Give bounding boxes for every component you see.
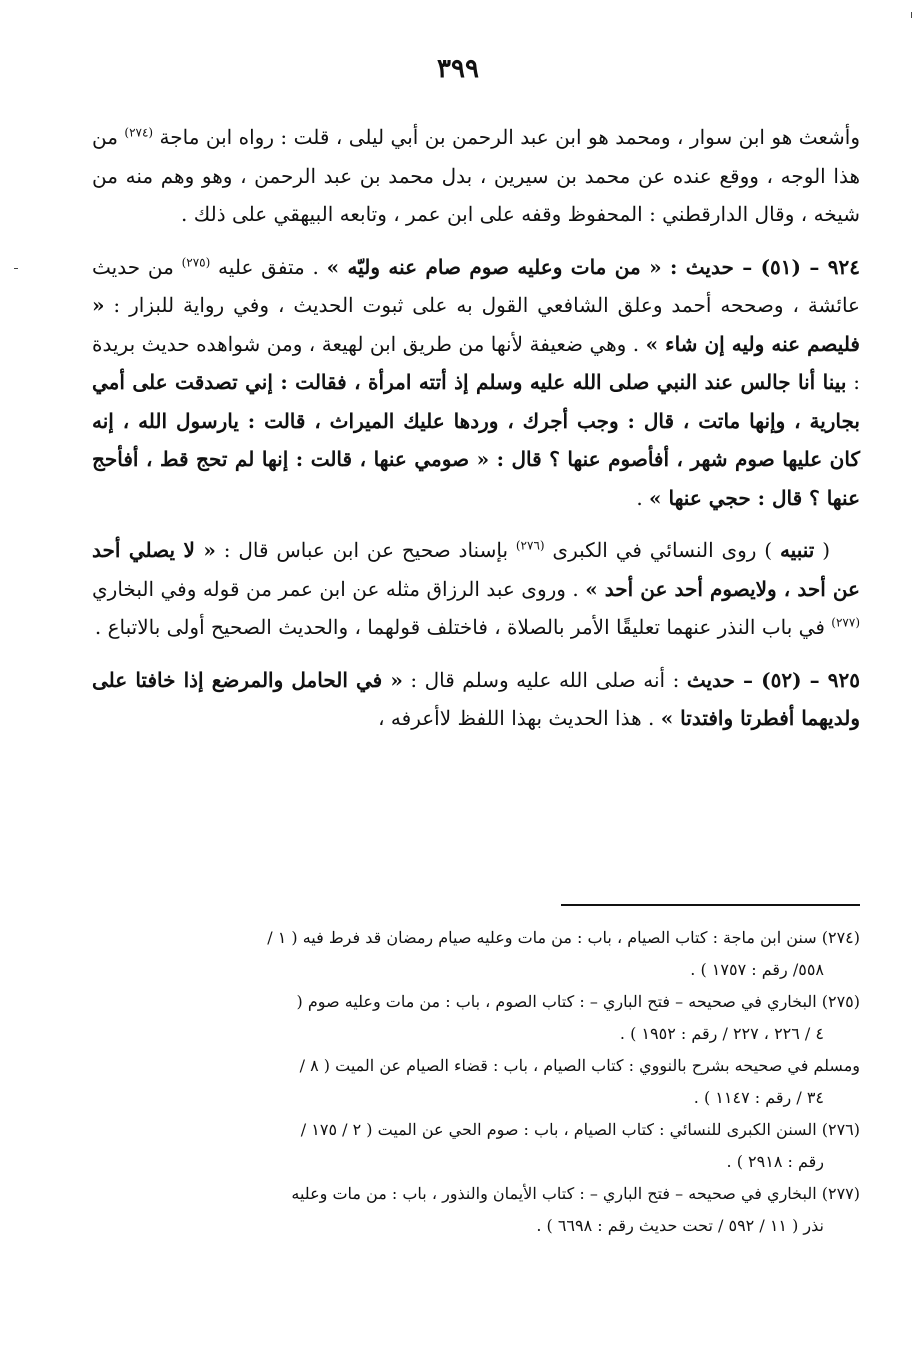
hadith-heading: ٩٢٥ – (٥٢) – حديث — [686, 667, 861, 692]
footnote-275-cont: ٤ / ٢٢٦ ، ٢٢٧ / رقم : ١٩٥٢ ) . — [619, 1024, 824, 1043]
paragraph-note — [92, 531, 860, 647]
main-text — [92, 118, 860, 738]
footnote-277-cont: نذر ( ١١ / ٥٩٢ / تحت حديث رقم : ٦٦٩٨ ) . — [536, 1216, 824, 1235]
text-run: وأشعث هو ابن سوار ، ومحمد هو ابن عبد الرحمن بن أبي ليلى ، قلت : رواه ابن ماجة — [153, 125, 860, 149]
text-run: من حديث عائشة ، وصححه أحمد وعلق الشافعي القول به على ثبوت الحديث ، وفي رواية للبزار : — [92, 254, 860, 317]
paragraph-1 — [92, 118, 860, 234]
note-label: تنبيه — [779, 538, 815, 562]
page-number: ٣٩٩ — [437, 54, 479, 84]
footnotes — [92, 922, 860, 1242]
text-run: بإسناد صحيح عن ابن عباس قال : — [215, 538, 516, 562]
footnote-274: (٢٧٤) سنن ابن ماجة : كتاب الصيام ، باب : من مات وعليه صيام رمضان قد فرط فيه ( ١ / — [267, 928, 860, 947]
footnote-separator — [561, 904, 860, 906]
footnote-ref: (٢٧٦) — [515, 538, 545, 553]
footnote-ref: (٢٧٤) — [124, 125, 154, 140]
text-run: من هذا الوجه ، ووقع عنده عن محمد بن سيرين ، بدل محمد بن عبد الرحمن ، وهو وهم منه من شيخه ، وقال الدارقطني : المحفوظ وقفه على ابن عمر ، وتابعه البيهقي على ذلك . — [92, 125, 860, 226]
footnote-275-muslim-cont: ٣٤ / رقم : ١١٤٧ ) . — [693, 1088, 824, 1107]
text-run: . وهي ضعيفة لأنها من طريق ابن لهيعة ، ومن شواهده حديث بريدة : — [92, 331, 861, 394]
bold-quote: « فليصم عنه وليه إن شاء » — [92, 293, 860, 356]
footnote-ref: (٢٧٥) — [181, 254, 211, 269]
footnote-276: (٢٧٦) السنن الكبرى للنسائي : كتاب الصيام ، باب : صوم الحي عن الميت ( ٢ / ١٧٥ / — [300, 1120, 860, 1139]
text-run: . هذا الحديث بهذا اللفظ لاأعرفه ، — [378, 706, 661, 730]
text-run: : أنه صلى الله عليه وسلم قال : — [402, 667, 687, 692]
footnote-275: (٢٧٥) البخاري في صحيحه – فتح الباري – : كتاب الصوم ، باب : من مات وعليه صوم ( — [296, 992, 860, 1011]
footnote-276-cont: رقم : ٢٩١٨ ) . — [726, 1152, 824, 1171]
hadith-heading: ٩٢٤ – (٥١) – حديث : « من مات وعليه صوم صام عنه وليّه » — [326, 254, 860, 279]
paragraph-hadith-925 — [92, 661, 860, 738]
scan-mark — [911, 12, 912, 18]
footnote-277: (٢٧٧) البخاري في صحيحه – فتح الباري – : كتاب الأيمان والنذور ، باب : من مات وعليه — [291, 1184, 860, 1203]
text-run: ) روى النسائي في الكبرى — [544, 538, 780, 562]
paragraph-hadith-924 — [92, 248, 860, 518]
text-run: ( — [814, 538, 830, 562]
text-run: . وروى عبد الرزاق مثله عن ابن عمر من قوله وفي البخاري — [92, 576, 586, 601]
bold-quote: بينا أنا جالس عند النبي صلى الله عليه وسلم إذ أتته امرأة ، فقالت : إني تصدقت على أمي بجارية ، وإنها ماتت ، قال : وجب أجرك ، وردها عليك الميراث ، قالت : يارسول الله ، إنه كان عليها صوم شهر ، أفأصوم عنها ؟ قال : « صومي عنها ، قالت : إنها لم تحج قط ، أفأحج عنها ؟ قال : حجي عنها » — [92, 370, 860, 510]
footnote-274-cont: ٥٥٨/ رقم : ١٧٥٧ ) . — [690, 960, 824, 979]
bold-quote: « لا يصلي أحد عن أحد ، ولايصوم أحد عن أحد » — [92, 538, 860, 601]
footnote-ref: (٢٧٧) — [831, 615, 860, 630]
bold-quote: « في الحامل والمرضع إذا خافتا على ولديهما أفطرتا وافتدتا » — [92, 667, 860, 730]
text-run: في باب النذر عنهما تعليقًا الأمر بالصلاة ، فاختلف قولهما ، والحديث الصحيح أولى بالاتباع . — [94, 615, 832, 639]
text-run: . — [636, 485, 650, 510]
footnote-275-muslim: ومسلم في صحيحه بشرح بالنووي : كتاب الصيام ، باب : قضاء الصيام عن الميت ( ٨ / — [299, 1056, 860, 1075]
text-run: . متفق عليه — [210, 254, 327, 279]
scan-mark — [14, 268, 18, 269]
